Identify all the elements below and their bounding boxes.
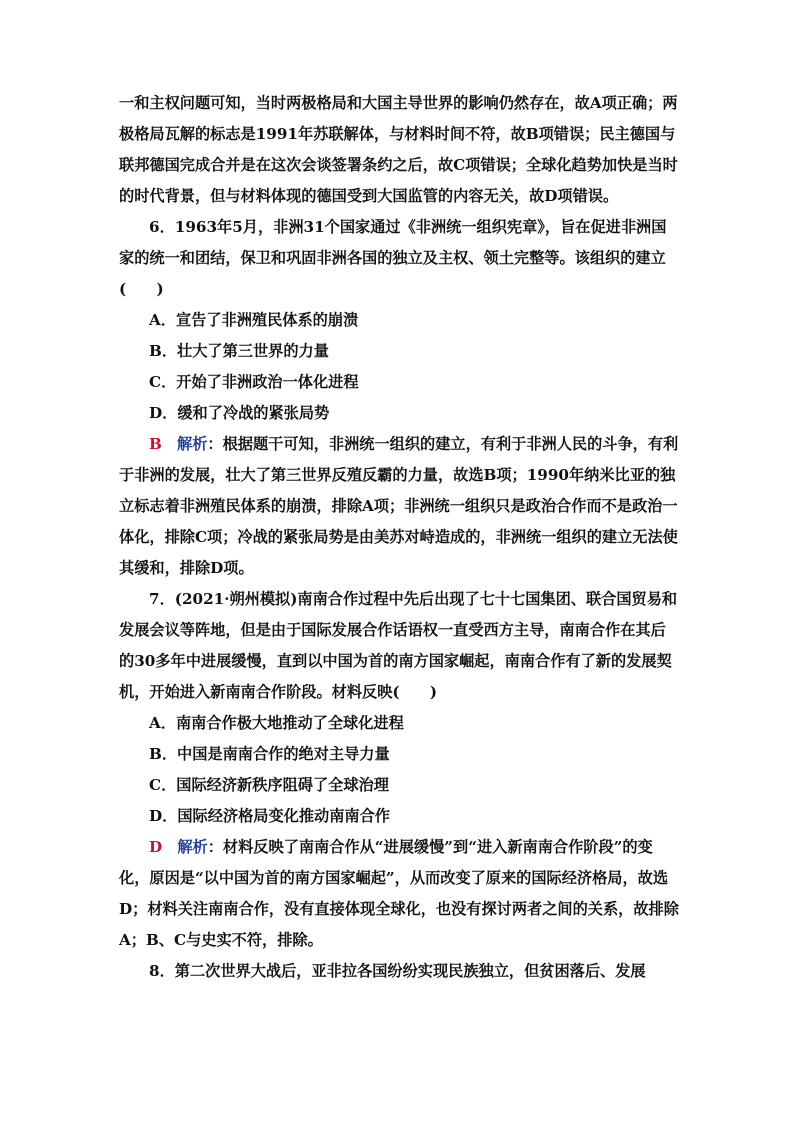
question-8-stem: 8．第二次世界大战后，亚非拉各国纷纷实现民族独立，但贫困落后、发展 (149, 962, 646, 980)
question-7-analysis-text: ：材料反映了南南合作从“进展缓慢”到“进入新南南合作阶段”的变化，原因是“以中国为首的南方国家崛起”，从而改变了原来的国际经济格局，故选D；材料关注南南合作，没有直接体现全球化，也没有探讨两者之间的关系，故排除A；B、C与史实不符，排除。 (119, 838, 679, 949)
question-8 (119, 956, 679, 987)
question-7-answer-letter: D (149, 838, 163, 856)
question-6-option-d: D．缓和了冷战的紧张局势 (149, 404, 330, 422)
continuation-paragraph: 一和主权问题可知，当时两极格局和大国主导世界的影响仍然存在，故A项正确；两极格局瓦解的标志是1991年苏联解体，与材料时间不符，故B项错误；民主德国与联邦德国完成合并是在这次会谈签署条约之后，故C项错误；全球化趋势加快是当时的时代背景，但与材料体现的德国受到大国监管的内容无关，故D项错误。 (119, 94, 678, 205)
question-7-option-c: C．国际经济新秩序阻碍了全球治理 (149, 776, 389, 794)
question-6-option-b: B．壮大了第三世界的力量 (149, 342, 329, 360)
question-6-analysis-text: ：根据题干可知，非洲统一组织的建立，有利于非洲人民的斗争，有利于非洲的发展，壮大了第三世界反殖反霸的力量，故选B项；1990年纳米比亚的独立标志着非洲殖民体系的崩溃，排除A项；非洲统一组织只是政治合作而不是政治一体化，排除C项；冷战的紧张局势是由美苏对峙造成的，非洲统一组织的建立无法使其缓和，排除D项。 (119, 435, 679, 577)
question-7-option-a: A．南南合作极大地推动了全球化进程 (149, 714, 404, 732)
question-6-analysis (119, 429, 679, 584)
question-7-analysis-tag: 解析 (177, 838, 208, 856)
question-6-answer-letter: B (149, 435, 162, 453)
question-7 (119, 584, 679, 956)
question-7-option-b: B．中国是南南合作的绝对主导力量 (149, 745, 390, 763)
question-7-stem: 7．(2021·朔州模拟)南南合作过程中先后出现了七十七国集团、联合国贸易和发展会议等阵地，但是由于国际发展合作话语权一直受西方主导，南南合作在其后的30多年中进展缓慢，直到以中国为首的南方国家崛起，南南合作有了新的发展契机，开始进入新南南合作阶段。材料反映( ) (119, 590, 678, 701)
question-6-option-c: C．开始了非洲政治一体化进程 (149, 373, 359, 391)
question-6-stem: 6．1963年5月，非洲31个国家通过《非洲统一组织宪章》，旨在促进非洲国家的统一和团结，保卫和巩固非洲各国的独立及主权、领土完整等。该组织的建立( ) (119, 218, 667, 298)
question-6-analysis-tag: 解析 (177, 435, 208, 453)
question-7-option-d: D．国际经济格局变化推动南南合作 (149, 807, 390, 825)
question-6 (119, 212, 679, 584)
question-6-option-a: A．宣告了非洲殖民体系的崩溃 (149, 311, 359, 329)
question-7-analysis (119, 832, 679, 956)
document-page (119, 88, 679, 987)
